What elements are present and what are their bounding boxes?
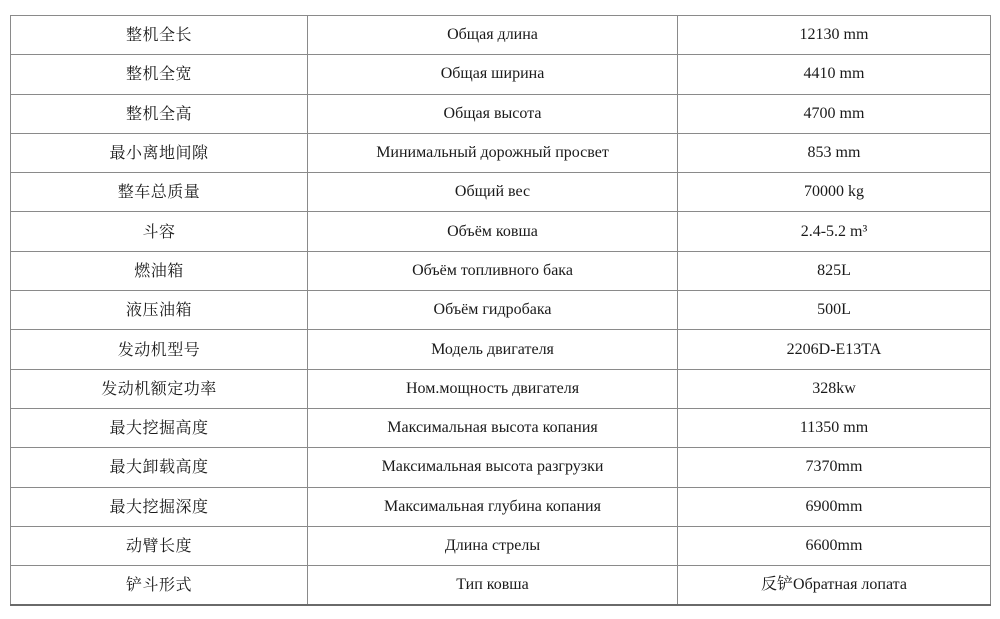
- table-row: [11, 526, 991, 565]
- spec-table: [10, 15, 991, 606]
- table-row: [11, 566, 991, 606]
- param-name-ru: Объём ковша: [308, 212, 678, 251]
- table-row: [11, 408, 991, 447]
- param-name-zh: 燃油箱: [11, 251, 308, 290]
- param-name-ru: Общая ширина: [308, 55, 678, 94]
- param-value: 6900mm: [678, 487, 991, 526]
- param-name-ru: Максимальная глубина копания: [308, 487, 678, 526]
- table-row: [11, 212, 991, 251]
- spec-table-body: [11, 16, 991, 606]
- param-name-zh: 最大挖掘深度: [11, 487, 308, 526]
- table-row: [11, 330, 991, 369]
- param-name-ru: Общая высота: [308, 94, 678, 133]
- param-name-zh: 整车总质量: [11, 173, 308, 212]
- param-value: 7370mm: [678, 448, 991, 487]
- param-value: 825L: [678, 251, 991, 290]
- param-name-ru: Максимальная высота копания: [308, 408, 678, 447]
- param-name-zh: 斗容: [11, 212, 308, 251]
- table-row: [11, 369, 991, 408]
- param-value: 328kw: [678, 369, 991, 408]
- param-name-ru: Минимальный дорожный просвет: [308, 133, 678, 172]
- param-name-ru: Объём топливного бака: [308, 251, 678, 290]
- param-value: 11350 mm: [678, 408, 991, 447]
- param-value: 70000 kg: [678, 173, 991, 212]
- param-name-zh: 动臂长度: [11, 526, 308, 565]
- param-name-zh: 整机全高: [11, 94, 308, 133]
- table-row: [11, 55, 991, 94]
- table-row: [11, 94, 991, 133]
- param-name-ru: Ном.мощность двигателя: [308, 369, 678, 408]
- table-row: [11, 448, 991, 487]
- param-name-zh: 发动机额定功率: [11, 369, 308, 408]
- param-name-ru: Объём гидробака: [308, 291, 678, 330]
- param-name-ru: Общая длина: [308, 16, 678, 55]
- param-name-zh: 发动机型号: [11, 330, 308, 369]
- param-value: 12130 mm: [678, 16, 991, 55]
- param-value: 反铲Обратная лопата: [678, 566, 991, 606]
- param-value: 2206D-E13TA: [678, 330, 991, 369]
- param-name-zh: 最大挖掘高度: [11, 408, 308, 447]
- param-name-zh: 整机全宽: [11, 55, 308, 94]
- param-name-zh: 液压油箱: [11, 291, 308, 330]
- param-name-ru: Модель двигателя: [308, 330, 678, 369]
- param-name-zh: 最大卸载高度: [11, 448, 308, 487]
- param-name-zh: 最小离地间隙: [11, 133, 308, 172]
- param-name-ru: Общий вес: [308, 173, 678, 212]
- param-name-ru: Длина стрелы: [308, 526, 678, 565]
- table-row: [11, 173, 991, 212]
- param-value: 6600mm: [678, 526, 991, 565]
- table-row: [11, 16, 991, 55]
- param-value: 500L: [678, 291, 991, 330]
- table-row: [11, 487, 991, 526]
- param-value: 4410 mm: [678, 55, 991, 94]
- param-name-ru: Тип ковша: [308, 566, 678, 606]
- param-name-zh: 铲斗形式: [11, 566, 308, 606]
- param-name-ru: Максимальная высота разгрузки: [308, 448, 678, 487]
- table-row: [11, 133, 991, 172]
- param-value: 853 mm: [678, 133, 991, 172]
- param-value: 2.4-5.2 m³: [678, 212, 991, 251]
- table-row: [11, 251, 991, 290]
- param-name-zh: 整机全长: [11, 16, 308, 55]
- param-value: 4700 mm: [678, 94, 991, 133]
- table-row: [11, 291, 991, 330]
